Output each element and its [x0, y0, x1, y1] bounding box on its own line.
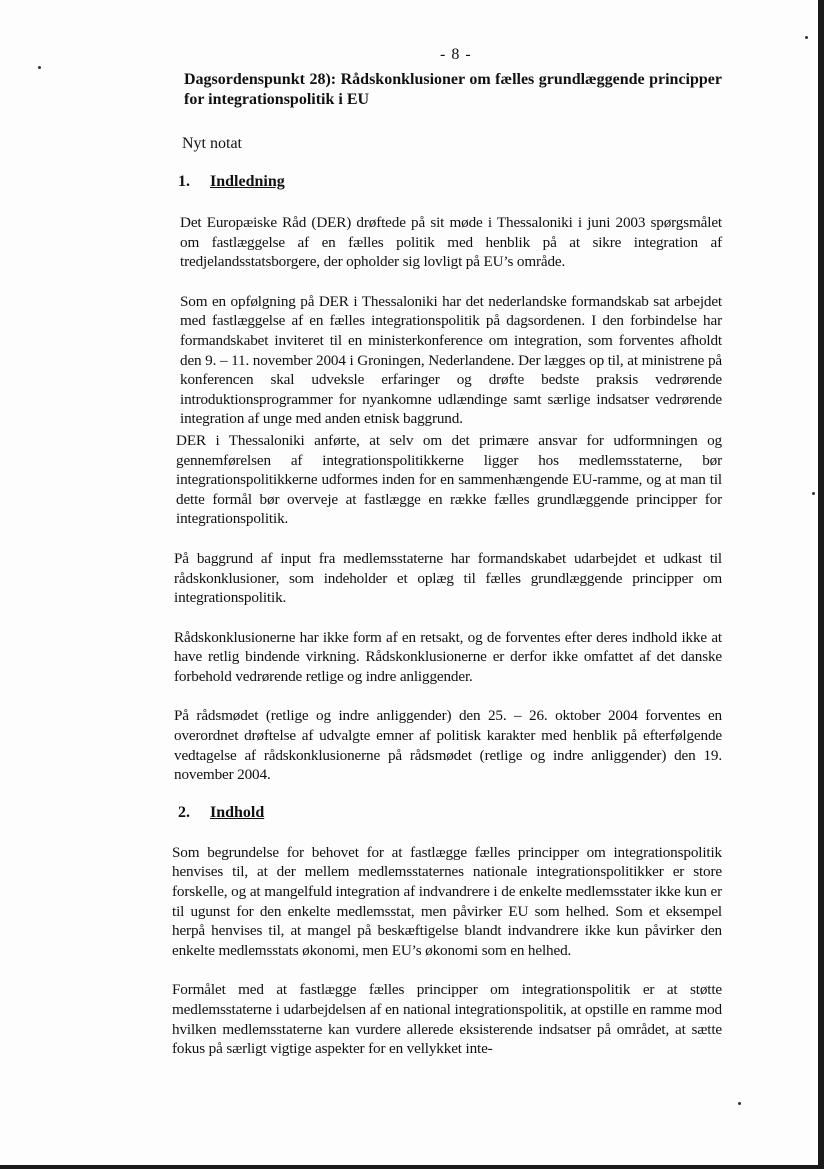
scan-speck [805, 36, 808, 39]
scan-speck [812, 492, 815, 495]
scan-edge-bottom [0, 1165, 824, 1169]
section-heading-content [178, 803, 722, 823]
paragraph: På rådsmødet (retlige og indre anliggender) den 25. – 26. oktober 2004 forventes en overordnet drøftelse af udvalgte emner af politisk karakter med henblik på efterfølgende vedtagelse af rådskonklusionerne på rådsmødet (retlige og indre anliggender) den 19. november 2004. [174, 707, 722, 784]
paragraph: DER i Thessaloniki anførte, at selv om det primære ansvar for udformningen og gennemførelsen af integrationspolitikkerne ligger hos medlemsstaterne, bør integrationspolitikkerne udformes inden for en sammenhængende EU-ramme, og at man til dette formål bør overveje at fastlægge en række fælles grundlæggende principper for integrationspolitik. [176, 431, 722, 528]
scan-edge-right [818, 0, 824, 1169]
section-title: Indhold [210, 803, 265, 821]
section-number: 1. [178, 173, 190, 190]
scan-speck [738, 1102, 741, 1105]
paragraph: Rådskonklusionerne har ikke form af en retsakt, og de forventes efter deres indhold ikke at have retlig bindende virkning. Rådskonklusionerne er derfor ikke omfattet af det danske forbehold vedrørende retlige og indre anliggender. [174, 628, 722, 685]
section-heading-introduction [178, 172, 722, 192]
paragraph: På baggrund af input fra medlemsstaterne har formandskabet udarbejdet et udkast til rådskonklusioner, som indeholder et oplæg til fælles grundlæggende principper om integrationspolitik. [174, 549, 722, 607]
agenda-item-title: Dagsordenspunkt 28): Rådskonklusioner om fælles grundlæggende principper for integrationspolitik i EU [184, 71, 722, 108]
note-type: Nyt notat [182, 135, 242, 152]
paragraph: Som begrundelse for behovet for at fastlægge fælles principper om integrationspolitik henvises til, at der mellem medlemsstaternes nationale integrationspolitikker er store forskelle, og at mangelfuld integration af indvandrere i de enkelte medlemsstater ikke kun er til ugunst for den enkelte medlemsstat, men påvirker EU som helhed. Som et eksempel herpå henvises til, at mangel på beskæftigelse blandt indvandrere ikke kun påvirker den enkelte medlemsstats økonomi, men EU’s økonomi som en helhed. [172, 843, 722, 959]
paragraph: Som en opfølgning på DER i Thessaloniki har det nederlandske formandskab sat arbejdet med fastlæggelse af en fælles integrationspolitik på dagsordenen. I den forbindelse har formandskabet inviteret til en ministerkonference om integration, som forventes afholdt den 9. – 11. november 2004 i Groningen, Nederlandene. Der lægges op til, at ministrene på konferencen skal udveksle erfaringer og drøfte bedste praksis vedrørende introduktionsprogrammer for nyankomne udlændinge samt særlige indsatser vedrørende integration af unge med anden etnisk baggrund. [180, 292, 722, 428]
scan-speck [38, 66, 41, 69]
paragraph: Formålet med at fastlægge fælles principper om integrationspolitik er at støtte medlemsstaterne i udarbejdelsen af en national integrationspolitik, at opstille en ramme mod hvilken medlemsstaterne kan vurdere allerede eksisterende indsatser på området, at sætte fokus på særligt vigtige aspekter for en vellykket inte- [172, 981, 722, 1058]
paragraph: Det Europæiske Råd (DER) drøftede på sit møde i Thessaloniki i juni 2003 spørgsmålet om fastlæggelse af en fælles politik med henblik på at sikre integration af tredjelandsstatsborgere, der opholder sig lovligt på EU’s område. [180, 214, 722, 271]
document-body [172, 70, 722, 1059]
section-number: 2. [178, 803, 190, 821]
page-number: - 8 - [440, 46, 472, 63]
section-title: Indledning [210, 173, 285, 190]
